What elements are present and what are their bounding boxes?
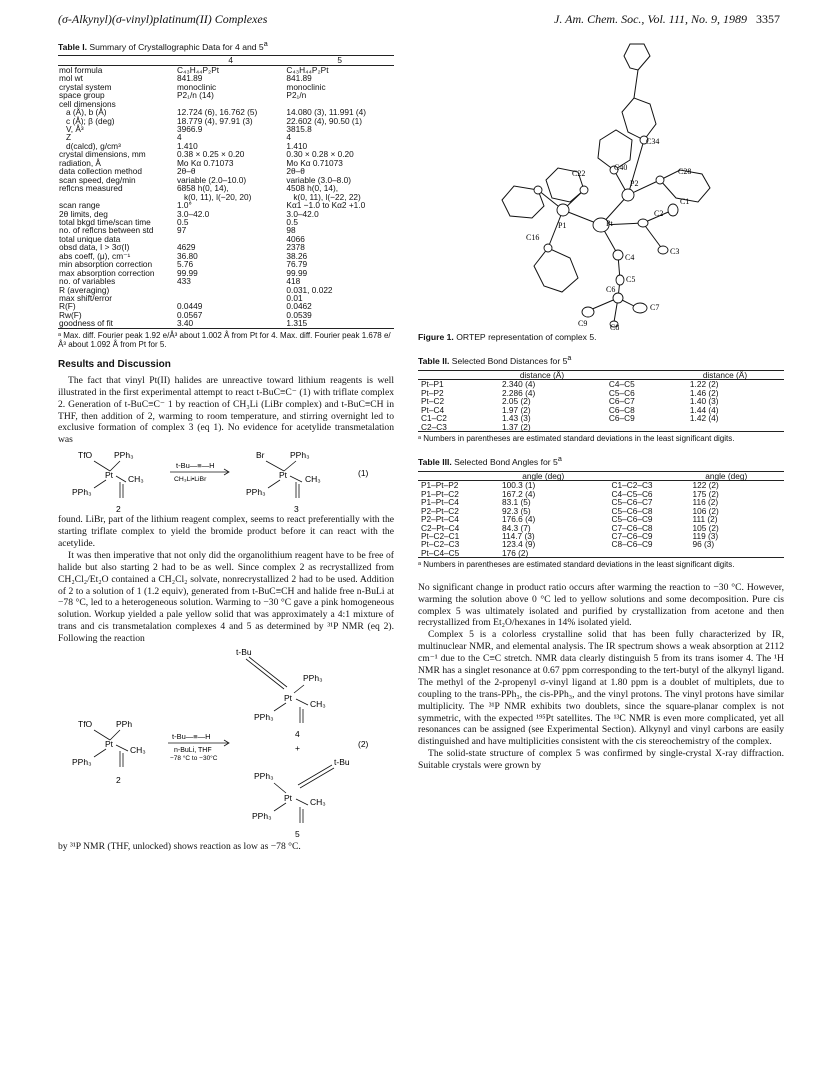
table1-cell: variable (2.0–10.0) bbox=[177, 174, 247, 185]
table1-cell: Mo Kα 0.71073 bbox=[177, 157, 234, 168]
table1-row-label: reflcns measured bbox=[59, 183, 123, 194]
journal-citation bbox=[554, 12, 780, 27]
atom-label: C4 bbox=[625, 253, 635, 262]
eq1-reagent-top: t-Bu—≡—H bbox=[176, 461, 215, 471]
table3-bond: C4–C5–C6 bbox=[611, 488, 653, 499]
table1-caption bbox=[58, 40, 394, 52]
table1-row-label: data collection method bbox=[59, 166, 143, 177]
eq1-left-tfo: TfO bbox=[78, 450, 93, 461]
table3-bond: P2–Pt–C4 bbox=[421, 514, 459, 525]
left-column bbox=[58, 40, 394, 853]
table1-row-label: total bkgd time/scan time bbox=[59, 216, 151, 227]
table1-row-label: R(F) bbox=[59, 301, 76, 312]
atom-label: P1 bbox=[558, 221, 567, 230]
table3-caption-note: a bbox=[557, 455, 562, 464]
atom-label: Pt bbox=[606, 219, 613, 228]
table1-row-label: crystal system bbox=[59, 81, 112, 92]
table3-bond: Pt–C2–C3 bbox=[421, 539, 460, 550]
eq2-label-2: 2 bbox=[116, 775, 121, 786]
table1-label: Table I. bbox=[58, 41, 87, 52]
eq2-bot-tbu: t-Bu bbox=[334, 757, 350, 768]
table2-caption-text: Selected Bond Distances for 5 bbox=[451, 356, 568, 367]
running-title: (σ-Alkynyl)(σ-vinyl)platinum(II) Complexes bbox=[58, 12, 268, 26]
eq2-top-pph3-l: PPh₃ bbox=[254, 712, 274, 723]
table3-bond: P1–Pt–P2 bbox=[421, 480, 459, 491]
table3-row bbox=[418, 490, 784, 498]
table1-cell: 4 bbox=[177, 132, 182, 143]
page-number: 3357 bbox=[756, 12, 780, 26]
table1-cell: P2₁/n bbox=[286, 90, 307, 101]
table3-row bbox=[418, 540, 784, 548]
table3-caption bbox=[418, 455, 784, 467]
table2-bond: C4–C5 bbox=[608, 379, 635, 390]
table1-row bbox=[58, 294, 394, 302]
eq1-right-pph3-top: PPh₃ bbox=[290, 450, 310, 461]
table1-cell: 841.89 bbox=[286, 73, 312, 84]
table3-bond: C5–C6–C8 bbox=[611, 505, 653, 516]
table1-cell: 0.38 × 0.25 × 0.20 bbox=[177, 149, 245, 160]
table1-row-label: obsd data, I > 3σ(I) bbox=[59, 242, 130, 253]
eq2-top-pt: Pt bbox=[284, 693, 293, 704]
table3-footnote: ᵃ Numbers in parentheses are estimated standard deviations in the least significant digits. bbox=[418, 560, 735, 570]
table3-bond: C7–C6–C8 bbox=[611, 522, 653, 533]
table2-row bbox=[418, 397, 784, 405]
table2-value: 2.340 (4) bbox=[502, 379, 536, 390]
table1-caption-note: a bbox=[263, 40, 268, 48]
atom-label: C2 bbox=[654, 209, 664, 218]
table3-value: 167.2 (4) bbox=[502, 488, 536, 499]
eq2-bot-pt: Pt bbox=[284, 793, 293, 804]
atom-label: C34 bbox=[646, 137, 660, 146]
table2 bbox=[418, 370, 784, 432]
table1-cell: 4 bbox=[286, 132, 292, 143]
table1-row bbox=[58, 65, 394, 74]
eq2-top-ch3: CH₃ bbox=[310, 699, 326, 710]
table1-cell: monoclinic bbox=[286, 81, 326, 92]
figure1-label: Figure 1. bbox=[418, 332, 454, 342]
table2-bond: C6–C7 bbox=[608, 396, 635, 407]
table1-row-label: abs coeff, (μ), cm⁻¹ bbox=[59, 250, 131, 261]
table1-cell: 841.89 bbox=[177, 73, 203, 84]
table1-cell: C₄₃H₄₄P₂Pt bbox=[177, 64, 220, 75]
table2-bond: Pt–C4 bbox=[421, 404, 445, 415]
table1-caption-text: Summary of Crystallographic Data for 4 and 5 bbox=[89, 41, 264, 52]
table2-bond: C1–C2 bbox=[421, 413, 447, 424]
table3-bond: C1–C2–C3 bbox=[611, 480, 653, 491]
atom-label: P2 bbox=[630, 179, 639, 188]
table3-bond: C5–C6–C9 bbox=[611, 514, 653, 525]
table1-row bbox=[58, 302, 394, 310]
table2-value: 1.22 (2) bbox=[689, 379, 719, 390]
table3-bond: C7–C6–C9 bbox=[611, 530, 653, 541]
right-column bbox=[418, 40, 784, 772]
table1-cell: 38.26 bbox=[286, 250, 308, 261]
table1-footnote: ᵃ Max. diff. Fourier peak 1.92 e/Å³ about 1.002 Å from Pt for 4. Max. diff. Fourier peak 1.678 e/Å³ about 1.092 Å from Pt for 5. bbox=[58, 330, 391, 350]
table1-row-label: total unique data bbox=[59, 233, 121, 244]
table1-cell: 99.99 bbox=[177, 267, 198, 278]
eq2-left-ch3: CH₃ bbox=[130, 745, 146, 756]
eq2-left-pt: Pt bbox=[105, 739, 114, 750]
eq2-plus: + bbox=[295, 743, 300, 754]
table1 bbox=[58, 55, 394, 329]
atom-label: C40 bbox=[614, 163, 628, 172]
table1-row-label: crystal dimensions, mm bbox=[59, 149, 146, 160]
figure1-caption bbox=[418, 332, 784, 342]
table3-row bbox=[418, 507, 784, 515]
eq2-label-4: 4 bbox=[295, 729, 300, 740]
table1-cell: 97 bbox=[177, 225, 187, 236]
figure1-ortep bbox=[418, 40, 784, 330]
table3-label: Table III. bbox=[418, 457, 452, 468]
paragraph-right-3: The solid-state structure of complex 5 was confirmed by single-crystal X-ray diffraction. Suitable crystals were grown by bbox=[418, 748, 784, 772]
table1-cell: 418 bbox=[286, 276, 301, 287]
eq2-label-5: 5 bbox=[295, 829, 300, 840]
table3-bond: C5–C6–C7 bbox=[611, 497, 653, 508]
table1-row-label: scan speed, deg/min bbox=[59, 174, 136, 185]
table3-bond: P1–Pt–C4 bbox=[421, 497, 459, 508]
atom-label: C6 bbox=[606, 285, 616, 294]
table1-row-label: cell dimensions bbox=[59, 98, 116, 109]
table1-cell: P2₁/n (14) bbox=[177, 90, 214, 101]
table3-bond: Pt–C2–C1 bbox=[421, 530, 460, 541]
table3-row bbox=[418, 532, 784, 540]
table1-cell: 1.315 bbox=[286, 318, 308, 329]
paragraph-left-3: It was then imperative that not only did the organolithium reagent have to be free of halide but also starting 2 had to be as well. Since complex 2 as recrystallized from CH₂Cl₂/Et₂O contained a CH₂Cl₂ solvate, nonrecrystallized 2 had to be used. Addition of 2 to a solution of 1 (1.2 equiv), generated from t-BuC≡CH and halide free n-BuLi at −78 °C, led to a heterogeneous solution. Warming to −30 °C gave a pink homogeneous solution. Workup yielded a pale yellow solid that was approximately a 4:1 mixture of trans and cis transmetalation complexes 4 and 5 as determined by ³¹P NMR (eq 2). Following the reaction bbox=[58, 549, 394, 645]
table1-cell: 0.0539 bbox=[286, 309, 312, 320]
table1-cell: 6858 h(0, 14), bbox=[177, 183, 229, 194]
table1-cell: 4066 bbox=[286, 233, 305, 244]
table1-row-label: no. of reflcns between std bbox=[59, 225, 154, 236]
table1-cell: 0.0462 bbox=[286, 301, 312, 312]
table1-cell: 2378 bbox=[286, 242, 305, 253]
table2-bond: C6–C9 bbox=[608, 413, 635, 424]
table2-caption bbox=[418, 354, 784, 366]
table1-cell: 0.5 bbox=[177, 216, 189, 227]
table1-cell: 22.602 (4), 90.50 (1) bbox=[286, 115, 363, 126]
table3-bond: P2–Pt–C2 bbox=[421, 505, 459, 516]
table1-row-label: no. of variables bbox=[59, 276, 116, 287]
atom-label: C5 bbox=[626, 275, 636, 284]
atom-label: C22 bbox=[572, 169, 586, 178]
table3-row bbox=[418, 549, 784, 558]
table3-value: 176 (2) bbox=[502, 547, 529, 558]
paragraph-right-1: No significant change in product ratio occurs after warming the reaction to −30 °C. However, warming the solution above 0 °C led to yellow solutions and some decomposition. Pure cis complex 5 was ultimately isolated and purified by crystallization from acetone and then recrystallized from Et₂O/hexanes in 14% isolated yield. bbox=[418, 581, 784, 629]
table1-row bbox=[58, 319, 394, 328]
table3-row bbox=[418, 498, 784, 506]
atom-label: C1 bbox=[680, 197, 690, 206]
eq1-right-br: Br bbox=[256, 450, 265, 461]
eq1-right-ch3: CH₃ bbox=[305, 474, 321, 485]
table2-bond: C5–C6 bbox=[608, 387, 635, 398]
table1-row-label: 2θ limits, deg bbox=[59, 208, 108, 219]
table1-row-label: R (averaging) bbox=[59, 284, 110, 295]
table1-col4: 4 bbox=[228, 55, 234, 66]
table2-caption-note: a bbox=[567, 354, 572, 363]
table1-cell: 0.0449 bbox=[177, 301, 203, 312]
table2-row bbox=[418, 406, 784, 414]
table2-value bbox=[666, 423, 784, 432]
table2-value: 1.37 (2) bbox=[502, 421, 531, 432]
eq1-left-ch3: CH₃ bbox=[128, 474, 144, 485]
table1-cell: 3.0–42.0 bbox=[286, 208, 319, 219]
table1-cell: 3.40 bbox=[177, 318, 194, 329]
table3-row bbox=[418, 515, 784, 523]
table2-body bbox=[418, 380, 784, 432]
table1-cell: 99.99 bbox=[286, 267, 308, 278]
eq2-top-tbu: t-Bu bbox=[236, 647, 252, 658]
table1-row-label: scan range bbox=[59, 200, 101, 211]
table1-row-label: min absorption correction bbox=[59, 259, 153, 270]
table2-bond: C6–C8 bbox=[608, 404, 635, 415]
table2-bond: Pt–C2 bbox=[421, 396, 445, 407]
table1-cell: 3815.8 bbox=[286, 123, 312, 134]
table1-cell: monoclinic bbox=[177, 81, 217, 92]
eq1-number: (1) bbox=[358, 468, 369, 479]
table1-row-label: space group bbox=[59, 90, 105, 101]
table3-value: 100.3 (1) bbox=[502, 480, 536, 491]
table2-head-2: distance (Å) bbox=[702, 369, 748, 380]
table1-cell bbox=[176, 286, 285, 294]
table1-row-label: Rw(F) bbox=[59, 309, 82, 320]
table3 bbox=[418, 471, 784, 559]
eq2-reagent-3: −78 °C to −30°C bbox=[170, 755, 218, 763]
paragraph-left-2: found. LiBr, part of the lithium reagent complex, seems to react preferentially with the starting triflate complex to yield the bromide product before it can react with the acetylide. bbox=[58, 514, 394, 550]
table3-bond: C2–Pt–C4 bbox=[421, 522, 460, 533]
paragraph-right-2: Complex 5 is a colorless crystalline solid that has been fully characterized by IR, multinuclear NMR, and elemental analysis. The IR spectrum shows a weak absorption at 2112 cm⁻¹ due to the C≡C stretch. NMR data clearly distinguish 5 from its trans isomer 4. The ¹H NMR has a singlet resonance at 0.67 ppm corresponding to the tert-butyl of the alkynyl ligand. The methyl of the 2-propenyl σ-vinyl ligand at 1.80 ppm is a doublet of multiplets, due to coupling to the trans-PPh₃, the cis-PPh₃, and the vinyl protons. The vinyl protons have similar multiplicity. The ³¹P NMR exhibits two doublets, since the square-planar complex is not symmetric, with the expected ¹⁹⁵Pt satellites. The ¹³C NMR is even more complicated, yet all resonances can be assigned (see Experimental Section). Alkynyl and vinyl carbons are easily distinguished and have multiplicities consistent with the cis stereochemistry of the complex. bbox=[418, 629, 784, 748]
eq2-bot-pph3-b: PPh₃ bbox=[252, 811, 272, 822]
table3-value: 176.6 (4) bbox=[502, 514, 536, 525]
eq2-left-tfo: TfO bbox=[78, 719, 93, 730]
atom-label: C28 bbox=[678, 167, 692, 176]
table3-value: 96 (3) bbox=[692, 539, 715, 550]
table1-row bbox=[58, 201, 394, 209]
eq2-bot-pph3-a: PPh₃ bbox=[254, 771, 274, 782]
table2-bond: Pt–P2 bbox=[421, 387, 444, 398]
table2-value: 1.43 (3) bbox=[502, 413, 531, 424]
table1-cell: 76.79 bbox=[286, 259, 308, 270]
eq2-bot-ch3: CH₃ bbox=[310, 797, 326, 808]
table1-cell: 4629 bbox=[177, 242, 196, 253]
table2-value: 1.42 (4) bbox=[689, 413, 719, 424]
table1-cell: 0.30 × 0.28 × 0.20 bbox=[286, 149, 354, 160]
table1-row-label: Z bbox=[66, 132, 72, 143]
table3-value: 175 (2) bbox=[692, 488, 719, 499]
eq2-left-pph: PPh bbox=[116, 719, 133, 730]
table2-value: 1.44 (4) bbox=[689, 404, 719, 415]
table1-row-label: c (Å); β (deg) bbox=[66, 115, 115, 126]
table1-row-label: max absorption correction bbox=[59, 267, 155, 278]
eq2-reagent-1: t-Bu—≡—H bbox=[172, 732, 211, 742]
table3-row bbox=[418, 524, 784, 532]
eq1-left-pph3-top: PPh₃ bbox=[114, 450, 134, 461]
table2-head-1: distance (Å) bbox=[519, 369, 565, 380]
table2-row bbox=[418, 423, 784, 432]
table1-cell: 1.410 bbox=[177, 140, 198, 151]
table1-cell: k(0, 11), l(−20, 20) bbox=[184, 191, 252, 202]
eq1-label-right: 3 bbox=[294, 504, 299, 515]
table3-head-2: angle (deg) bbox=[705, 470, 748, 481]
table1-header-row bbox=[58, 56, 394, 65]
table2-label: Table II. bbox=[418, 356, 450, 367]
table1-cell: 36.80 bbox=[177, 250, 198, 261]
table1-row-label: V, Å³ bbox=[66, 123, 84, 134]
table3-value: 105 (2) bbox=[692, 522, 719, 533]
table1-cell: 1.410 bbox=[286, 140, 308, 151]
table3-value: 116 (2) bbox=[692, 497, 719, 508]
table1-cell: 5.76 bbox=[177, 259, 194, 270]
eq1-left-pt: Pt bbox=[105, 470, 114, 481]
table1-cell: 3966.9 bbox=[177, 123, 203, 134]
table3-bond: C8–C6–C9 bbox=[611, 539, 653, 550]
table1-cell: 0.01 bbox=[286, 293, 303, 304]
scheme-eq1 bbox=[58, 446, 394, 514]
table1-cell: 0.0567 bbox=[177, 309, 203, 320]
table1-cell: Kα1 −1.0 to Kα2 +1.0 bbox=[286, 200, 366, 211]
table3-value: 92.3 (5) bbox=[502, 505, 531, 516]
eq1-right-pt: Pt bbox=[279, 470, 288, 481]
journal-volume: Vol. 111, No. 9, 1989 bbox=[647, 12, 747, 26]
eq1-right-pph3-bot: PPh₃ bbox=[246, 487, 266, 498]
table2-row bbox=[418, 389, 784, 397]
table2-footnote: ᵃ Numbers in parentheses are estimated standard deviations in the least significant digits. bbox=[418, 434, 735, 443]
atom-label: C3 bbox=[670, 247, 680, 256]
table3-value: 84.3 (7) bbox=[502, 522, 531, 533]
table2-row bbox=[418, 380, 784, 389]
atom-label: C7 bbox=[650, 303, 660, 312]
table1-cell: 0.5 bbox=[286, 216, 298, 227]
table1-cell: 98 bbox=[286, 225, 296, 236]
table3-bond bbox=[609, 549, 669, 558]
table3-body bbox=[418, 481, 784, 558]
section-heading: Results and Discussion bbox=[58, 358, 171, 370]
table1-row-label: max shift/error bbox=[59, 293, 113, 304]
journal-name: J. Am. Chem. Soc., bbox=[554, 12, 645, 26]
atom-label: C9 bbox=[578, 319, 588, 328]
eq2-reagent-2: n-BuLi, THF bbox=[174, 747, 212, 755]
running-header bbox=[58, 12, 780, 30]
table3-value: 111 (2) bbox=[692, 514, 718, 525]
table3-head-1: angle (deg) bbox=[522, 470, 565, 481]
table1-cell: Mo Kα 0.71073 bbox=[286, 157, 343, 168]
table3-value: 122 (2) bbox=[692, 480, 719, 491]
table3-bond: P1–Pt–C2 bbox=[421, 488, 459, 499]
table1-row bbox=[58, 125, 394, 133]
table3-row bbox=[418, 481, 784, 490]
table1-row bbox=[58, 83, 394, 91]
figure1-caption-text: representation of complex 5. bbox=[488, 332, 597, 342]
table1-row-label: mol wt bbox=[59, 73, 83, 84]
table1-cell: 0.031, 0.022 bbox=[286, 284, 333, 295]
table1-row-label: goodness of fit bbox=[59, 318, 113, 329]
table2-value: 1.97 (2) bbox=[502, 404, 531, 415]
paragraph-left-1: The fact that vinyl Pt(II) halides are unreactive toward lithium reagents is well illustrated in the first experimental attempt to react t-BuC≡C⁻ (1) with triflate complex 2. Generation of t-BuC≡C⁻ 1 by reaction of CH₃Li (LiBr complex) and t-BuC≡CH in THF, then addition of 2, warming to room temperature, and stirring overnight led to exclusive formation of complex 3 (eq 1). No evidence for acetylide transmetalation was bbox=[58, 374, 394, 446]
eq2-number: (2) bbox=[358, 739, 369, 750]
table1-cell: 18.779 (4), 97.91 (3) bbox=[177, 115, 253, 126]
table1-cell: 3.0–42.0 bbox=[177, 208, 210, 219]
figure1-prog: ORTEP bbox=[456, 332, 486, 342]
eq1-reagent-bot: CH₃Li•LiBr bbox=[174, 476, 207, 484]
table1-cell: 4508 h(0, 14), bbox=[286, 183, 339, 194]
table2-bond bbox=[606, 423, 666, 432]
table1-cell: 12.724 (6), 16.762 (5) bbox=[177, 107, 258, 118]
table1-row-label: d(calcd), g/cm³ bbox=[66, 140, 121, 151]
table2-value: 2.286 (4) bbox=[502, 387, 536, 398]
eq2-left-pph3: PPh₃ bbox=[72, 757, 92, 768]
table3-bond: Pt–C4–C5 bbox=[421, 547, 460, 558]
eq1-left-pph3-bot: PPh₃ bbox=[72, 487, 92, 498]
table1-row bbox=[58, 117, 394, 125]
table1-row-label: mol formula bbox=[59, 64, 103, 75]
table1-cell: k(0, 11), l(−22, 22) bbox=[293, 191, 361, 202]
atom-label: C16 bbox=[526, 233, 540, 242]
table1-cell: 433 bbox=[177, 276, 191, 287]
table2-value: 1.40 (3) bbox=[689, 396, 719, 407]
table3-value: 106 (2) bbox=[692, 505, 719, 516]
table2-value: 1.46 (2) bbox=[689, 387, 719, 398]
scheme-eq2 bbox=[58, 645, 394, 841]
table1-row-label: radiation, Å bbox=[59, 157, 101, 168]
table2-bond: C2–C3 bbox=[421, 421, 447, 432]
eq1-label-left: 2 bbox=[116, 504, 121, 515]
table3-value: 123.4 (9) bbox=[502, 539, 536, 550]
table1-cell: 1.0° bbox=[177, 200, 192, 211]
table1-cell: 14.080 (3), 11.991 (4) bbox=[286, 107, 367, 118]
paragraph-left-4: by ³¹P NMR (THF, unlocked) shows reaction as low as −78 °C. bbox=[58, 841, 301, 853]
table3-caption-text: Selected Bond Angles for 5 bbox=[454, 457, 558, 468]
table3-value: 83.1 (5) bbox=[502, 497, 531, 508]
eq2-top-pph3-r: PPh₃ bbox=[303, 673, 323, 684]
table3-value: 114.7 (3) bbox=[502, 530, 535, 541]
table1-body bbox=[58, 65, 394, 328]
table1-cell: 2θ–θ bbox=[286, 166, 305, 177]
table2-row bbox=[418, 414, 784, 422]
table1-cell: C₄₃H₄₄P₂Pt bbox=[286, 64, 329, 75]
atom-label: C8 bbox=[610, 323, 620, 330]
table2-value: 2.05 (2) bbox=[502, 396, 531, 407]
table1-cell: 2θ–θ bbox=[177, 166, 196, 177]
table1-row-label: a (Å), b (Å) bbox=[66, 107, 107, 118]
table3-value bbox=[669, 549, 785, 558]
table2-bond: Pt–P1 bbox=[421, 379, 444, 390]
table3-value: 119 (3) bbox=[692, 530, 719, 541]
table1-cell: variable (3.0–8.0) bbox=[286, 174, 351, 185]
table1-col5: 5 bbox=[337, 55, 343, 66]
